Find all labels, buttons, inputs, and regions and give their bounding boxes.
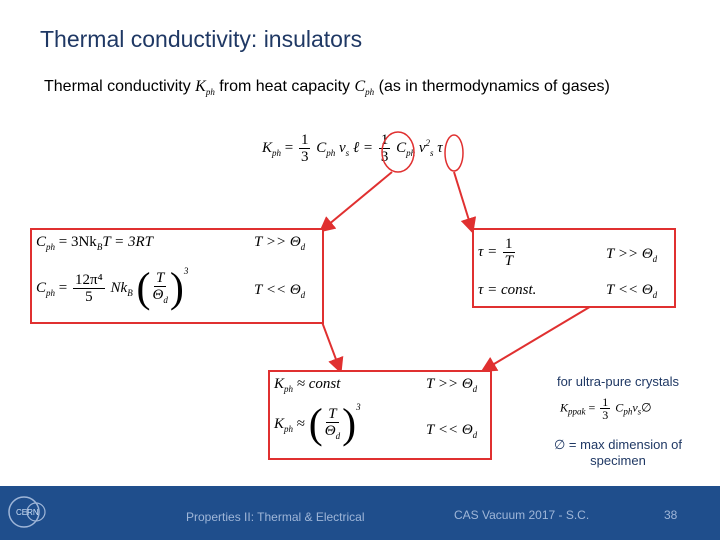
svg-text:CERN: CERN: [16, 508, 39, 517]
k-symbol: $K_{ph}$: [195, 78, 215, 98]
footer-center: Properties II: Thermal & Electrical: [186, 510, 365, 524]
footer-right: CAS Vacuum 2017 - S.C.: [454, 508, 590, 522]
heat-capacity-box: [30, 228, 324, 324]
cern-logo-icon: [6, 492, 52, 532]
footer-bar: [0, 486, 720, 540]
cph-low-t: $C_{ph}$ = $\frac{\text{12π⁴}}{5}$ $Nk_B$ ( $\frac{T}{\Theta_d}$ )$^3$: [36, 265, 189, 312]
kph-low-t: $K_{ph}$ ≈ ( $\frac{T}{\Theta_d}$ )$^3$: [274, 401, 361, 448]
top-formula: $K_{ph}$ = $\frac{1}{3}$ $C_{ph}$ $v_s$ ℓ = $\frac{1}{3}$ $C_{ph}$ $v^2_s$ τ: [262, 132, 443, 165]
tau-low-t-condition: $T << \Theta_d$: [606, 282, 658, 300]
tau-box: [472, 228, 676, 308]
result-box: [268, 370, 492, 460]
cph-high-t-condition: $T >> \Theta_d$: [254, 234, 306, 252]
dimension-note: ∅ = max dimension of specimen: [553, 437, 683, 468]
arrow-cph-to-result: [322, 322, 340, 370]
cph-high-t: $C_{ph} = 3Nk_BT = 3RT$: [36, 234, 154, 252]
c-symbol: $C_{ph}$: [354, 78, 375, 98]
kph-high-t-condition: $T >> \Theta_d$: [426, 376, 478, 394]
slide-title: Thermal conductivity: insulators: [40, 26, 363, 52]
tau-high-t-condition: $T >> \Theta_d$: [606, 246, 658, 264]
tau-circle: [445, 135, 463, 171]
subtitle-part3: (as in thermodynamics of gases): [378, 78, 610, 95]
arrow-tau-to-result: [484, 302, 598, 370]
arrow-to-cph-box: [322, 172, 392, 230]
ultra-pure-note: for ultra-pure crystals: [556, 374, 680, 389]
kpeak-formula: $K_{ppak}$ = $\frac{1}{3}$ $C_{ph}v_s\emptyset$: [560, 395, 652, 422]
cph-low-t-condition: $T << \Theta_d$: [254, 282, 306, 300]
subtitle-part2: from heat capacity: [219, 78, 351, 95]
kph-low-t-condition: $T << \Theta_d$: [426, 422, 478, 440]
subtitle-part1: Thermal conductivity: [44, 78, 191, 95]
cph-circle: [382, 132, 414, 172]
tau-high-t: τ = $\frac{1}{T}$: [478, 236, 513, 269]
tau-low-t: τ = const.: [478, 282, 537, 298]
page-number: 38: [664, 508, 678, 522]
arrow-to-tau-box: [454, 172, 472, 230]
kph-high-t: $K_{ph}$ ≈ const: [274, 376, 341, 394]
